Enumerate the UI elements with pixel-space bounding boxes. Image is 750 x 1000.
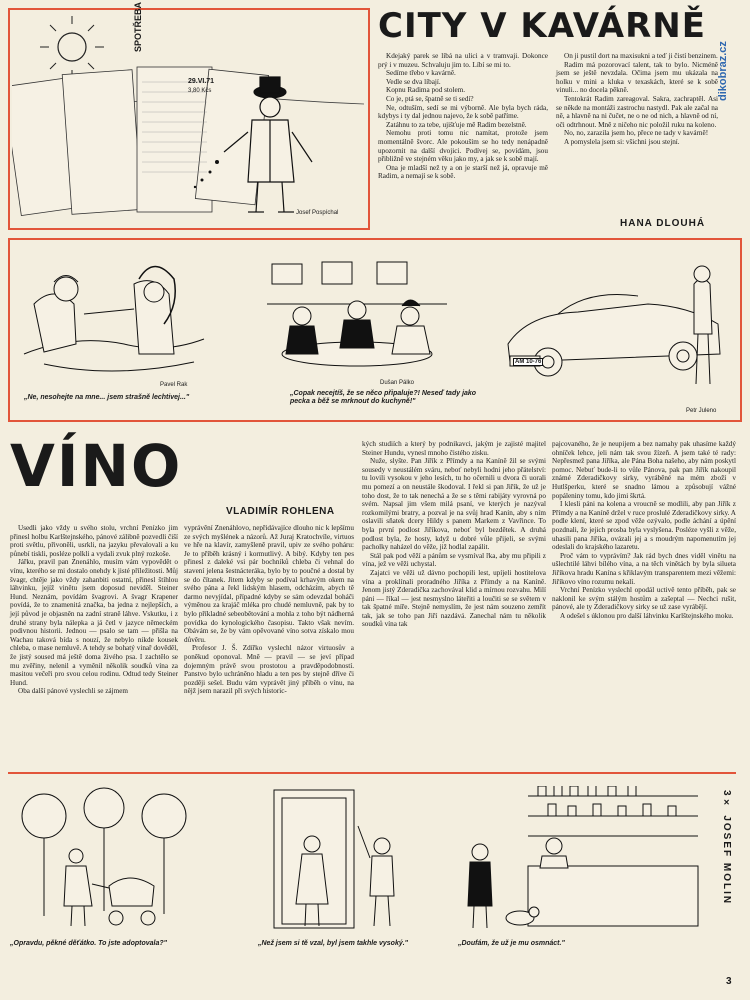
bottom-panel-3: [458, 786, 708, 936]
main-story-author: VLADIMÍR ROHLENA: [226, 506, 335, 517]
main-story-column-2: [184, 524, 354, 696]
paragraph: Jářku, pravil pan Znenáhlo, musím vám vypovědět o vínu, kterého se mi dostalo onehdy k jisté příležitosti. Můj švagr, chtěje jako vždy zahanbiti ostatní, přinesl štíhlou láhvinku, jejíž vinětu jsem doposud neviděl. Steiner Hund. Neznám, povídám švagrovi. A švagr Krapener povídá, že to znamenitá značka, ba jedna z nejlepších, a její původ je objasněn na zadní straně láhve. Vskutku, i z druhé strany byla nálepka a já četl v jazyce německém podivnou historii. Jednou — psalo se tam — přišla na Wachau taková bída s nouzí, že nebylo nikde kousek chleba, o mase nemluvě. A tehdy se bohatý vinař dověděl, že jistý soused má ještě doma živého psa. I zachtělo se mu zvěřiny, nelenil a vyměnil několik soudků vína za masitou večeři pro svou celou rodinu. Odtud tedy Steiner Hund.: [10, 558, 178, 687]
paragraph: Co je, ptá se, špatně se ti sedí?: [386, 94, 474, 103]
paragraph: Zajatci ve věži už dávno pochopili lest, upíjeli hostitelova vína a proklínali proradného Jiříka z Přímdy a na Kaníně. Jenom jistý Zderadička zachovával klid a mírnou rozvahu. Milí páni — říkal — jest nesmyslno láteřiti a loučiti se se světem v tak špatné míře. Stejně nemyslím, že jest nám souzeno zemřít tak, jak se toho pan Jiří nazdává. Zanechal nám tu několik soudků vína tak: [362, 568, 546, 629]
cartoon-panel-2: [262, 244, 452, 394]
bottom-panel-1: [14, 786, 214, 936]
paragraph: A pomyslela jsem si: všichni jsou stejní.: [564, 137, 680, 146]
cartoon-1-signature: Pavel Rak: [160, 382, 188, 388]
cartoon-2-caption: „Copak necejtíš, že se něco připaluje?! Neseď tady jako pecka a běž se mrknout do kuchyně!": [290, 390, 477, 406]
paragraph: Zatáhnu to za tebe, ujišťuje mě Radim bezelstně.: [386, 120, 527, 129]
paragraph: Proč vám to vyprávím? Jak rád bych dnes viděl vinětu na ušlechtilé láhvi bílého vína, a na těch vinětách by byla silueta Jiříkova hradu Kanína s křiklavým transparentem mezi věžemi: Jiříkovo víno rozumu nekalí.: [552, 551, 736, 586]
bottom-panel-2: [262, 786, 432, 936]
paragraph: No, no, zarazila jsem ho, přece ne tady v kavárně!: [564, 129, 709, 138]
cartoon-1-caption: „Ne, nesohejte na mne... jsem strašně lechtivej...": [24, 394, 190, 401]
ticket-label-3: 29.VI.71: [188, 78, 215, 85]
paragraph: Radim má pozorovací talent, tak to bylo. Nicméně jsem se ještě nevzdala. Očima jsem mu ukázala na holku v mini a kluka v texaskách, které se k sobě vinuli... no docela pěkně.: [556, 60, 718, 95]
paragraph: Ona je mladší než ty a on je starší než já, opravuje mě Radim, a nemají se k sobě.: [378, 163, 548, 181]
main-story-column-4: [552, 440, 736, 620]
top-story-column-1: [378, 52, 548, 181]
paragraph: Profesor J. Š. Zdířko vyslechl názor virtuosův a poněkud oponoval. Mně — pravil — se jeví případ dojemným právě svou prostotou a pravděpodobností. Panstvo bylo uchráněno hladu a ten pes by stejně dříve či později sešel. Budu vám vyprávět jiný příběh o vínu, na nějž jsem narazil při svých historic-: [184, 644, 354, 696]
bottom-panel-1-caption: „Opravdu, pěkné děťátko. To jste adoptovala?": [10, 940, 167, 947]
paragraph: On ji pustil dort na maxisukni a teď ji čistí benzinem.: [564, 52, 718, 60]
paragraph: I klesli páni na kolena a vroucně se modlili, aby pan Jiřík z Přímdy a na Kaníně držel v ruce proslulé Zderadičkovy sirky. A podle klení, které se zpod věže ozývalo, podle áchání a úpění pozdnali, že jejich prosba byla vyslyšena. Posléze vyšli z věže, uhasili pana Jiříka, ovázali jej a s moudrým napomenutím jej odeslali do krajského lazaretu.: [552, 500, 736, 552]
cartoon-panel-3: [498, 244, 734, 404]
main-story-column-1: [10, 524, 178, 696]
paragraph: Vrchní Penízko vyslechl opodál uctivě tento příběh, pak se naklonil ke svým stálým hostům a zašeptal — Nechci rušit, pánové, ale ty Zderadičkovy sirky se už zase vyrábějí.: [552, 586, 736, 612]
ticket-label-2: 3,80 Kčs: [188, 88, 212, 94]
watermark: dikobraz.cz: [717, 41, 729, 101]
page-number: 3: [726, 976, 732, 987]
top-story-column-2: [556, 52, 718, 147]
top-story-author: HANA DLOUHÁ: [620, 218, 706, 229]
cartoon-panel-1: [14, 244, 214, 394]
bottom-strip-credit: 3× JOSEF MOLIN: [721, 790, 732, 906]
paragraph: Kdejaký parek se líbá na ulici a v tramvaji. Dokonce prý i v muzeu. Schvaluju jim to. Líbí se mi to.: [378, 52, 548, 69]
paragraph: vyprávění Znenáhlovo, nepřidávajíce dlouho nic k lepšímu ze svých myšlének a názorů. Až Juraj Kratochvíle, virtuos ve hře na klavír, zamyšleně pravil, upiv ze svého poháru: Je to příběh krásný i kormutlivý. A bibý. Kdyby ten pes přinesl z daleké vsi pár bochníků chleba či vehnal do stavení jelena šestnácteráka, bylo by to poučné a dostal by se do čítanek. Jitem kdyby se podíval krhavým okem na svého pána a řekl lidským hlasem, odcházím, abych tě darmo nevyjídal, případné kdyby se sám odevzdal boháči výměnou za krajáč mléka pro chudé nemluvně, pak by to bylo příkladné sebeobětování a mohla z toho být nádherná povídka do kynologického časopisu. Takto však nevím. Obávám se, že by vám opěvované víno sotva získalo mou důvěru.: [184, 524, 354, 644]
illustration-signature: Josef Pospíchal: [296, 210, 339, 216]
sun-icon: [58, 33, 86, 61]
cartoon-2-signature: Dušan Pálko: [380, 380, 415, 386]
paragraph: Oba další pánové vyslechli se zájmem: [18, 687, 128, 696]
paragraph: Ne, odtuším, sedí se mi výborně. Ale byla bych ráda, kdybys i ty dal jednou najevo, že k sobě patříme.: [378, 103, 548, 121]
license-plate: AM 10-76: [515, 359, 542, 365]
paragraph: Sedíme třebo v kavárně.: [386, 69, 456, 78]
paragraph: pajcovaného, že je neupijem a bez namahy pak uhasíme každý ohníček lehce, jeli nám tak svou žízeň. A jsem také té rady: Nepřesmež pana Jiříka, ale Pána Boha našeho, aby nám poskytl pomoc. Nebuť bude-li to vůle Pánova, pak pan Jiřík nakoupil známé Zderadičkovy sirky, vyráběné na mém zboží v Hutlšperku, které se snadno lámou a způsobují vážné popáleniny tomu, kdo jimi škrtá.: [552, 440, 736, 500]
main-story-column-3: [362, 440, 546, 629]
top-illustration: [12, 12, 364, 224]
paragraph: A odešel s úklonou pro další láhvinku Karlštejnského moku.: [560, 611, 734, 620]
ticket-label-1: SPOTŘEBA: [133, 1, 143, 52]
paragraph: Usedli jako vždy u svého stolu, vrchní Penízko jim přinesl holbu Karlštejnského, pánové zálibně pozvedli čiší proti světlu, přivoněli, usrkli, na jazyku převalovali a ku půnebí tiskli, posléze polkli a vydali zvuk plný rozkoše.: [10, 524, 178, 558]
paragraph: kých studiích a který by podnikavci, jakým je zajisté majitel Steiner Hundu, vynesl mnoho čistého zisku.: [362, 440, 546, 457]
main-story-title: VÍNO: [10, 432, 183, 500]
bottom-divider: [8, 772, 736, 774]
paragraph: Tentokrát Radim zareagoval. Sakra, zachraptěl. Asi se někde na montáži zastrochu nastydl. Pak ale začal na ně, a hlavně na ni čučet, ne o ne od nich, a hlavně od ní, oči odtrhnout. Mně z ničeho nic položil ruku na koleno.: [556, 94, 718, 129]
ticket-stack: [12, 67, 269, 216]
paragraph: Nemohu proti tomu nic namítat, protože jsem momentálně švorc. Ale pokouším se ho tedy nenápadně upozornit na další dvojici. Podívej se, povídám, jsou přibližně ve stejném věku jako my, a jak se k sobě mají.: [378, 129, 548, 164]
bottom-panel-2-caption: „Než jsem si tě vzal, byl jsem takhle vysoký.": [258, 940, 409, 947]
bottom-panel-3-caption: „Doufám, že už je mu osmnáct.": [458, 940, 565, 947]
top-story-title: CITY V KAVÁRNĚ: [378, 6, 706, 46]
paragraph: Nuže, slyšte. Pan Jiřík z Přímdy a na Kaníně žil se svými sousedy v neustálém sváru, neboť nebyli hodni jeho přátelství: tu lovili vysokou v jeho lesích, tu ho očernili u dvora či uorali mu pomezí a on neustále škodoval. I řekl si pan Jiřík, že už je toho dost, že to tak nenechá a že se s těmi rabijáty vyrovná po svém. Napsal jim všem milá psaní, ve kterých je nazýval rozkomilými bratry, a pozval je na svůj hrad Kanín, aby s ním oslavili sňatek dcery Hildy s panem Markem z Vavřince. To byla první podlost Jiříkova, neboť byl bezdětek. A druhá podlost byla, že hosty, když u dobré vůle přijeli, se svými pacholky naházel do věže, již hodlal zapálit.: [362, 457, 546, 552]
paragraph: Vedle se dva líbají.: [386, 77, 441, 86]
cartoon-3-signature: Petr Juleno: [686, 408, 717, 414]
paragraph: Stál pak pod věží a pánům se vysmíval řka, aby mu připili z vína, jež ve věži uchystal.: [362, 551, 546, 569]
paragraph: Kopnu Radima pod stolem.: [386, 86, 466, 95]
